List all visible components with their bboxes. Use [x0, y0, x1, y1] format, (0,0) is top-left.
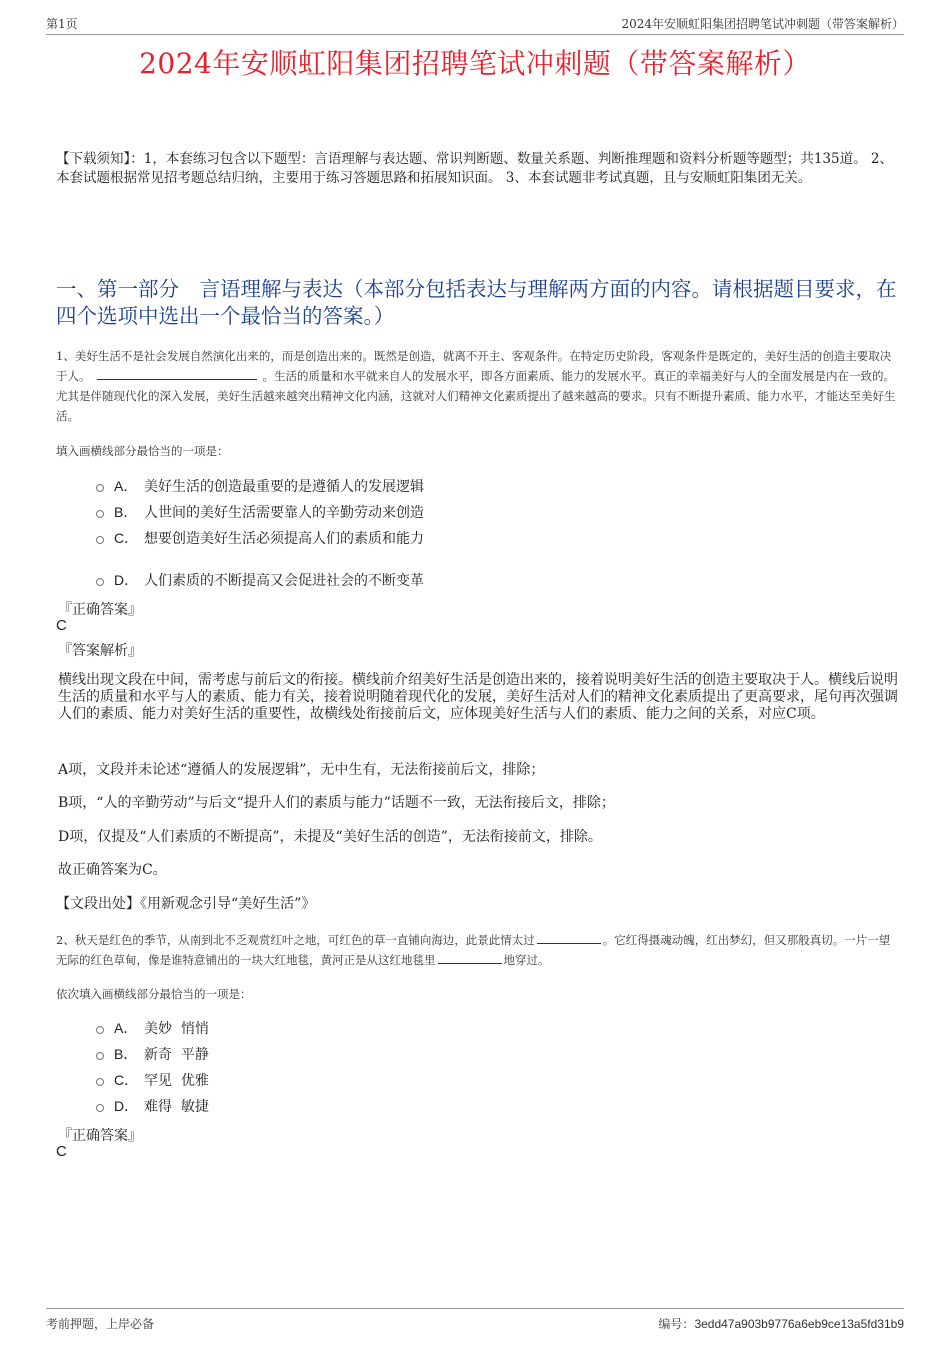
question-1-prompt: 填入画横线部分最恰当的一项是：	[56, 444, 229, 458]
analysis-paragraph: B项，“人的辛勤劳动”与后文“提升人们的素质与能力”话题不一致，无法衔接后文，排除；	[58, 795, 615, 811]
question-2-option-d[interactable]: D． 难得 敏捷	[96, 1096, 209, 1116]
question-1-text	[56, 346, 898, 426]
fill-blank	[537, 931, 601, 944]
page-title: 2024年安顺虹阳集团招聘笔试冲刺题（带答案解析）	[139, 47, 811, 80]
analysis-conclusion: 故正确答案为C。	[58, 862, 167, 878]
radio-icon[interactable]	[96, 1104, 104, 1112]
download-notice: 【下载须知】：1，本套练习包含以下题型：言语理解与表达题、常识判断题、数量关系题、判断推理题和资料分析题等题型；共135道。 2、本套试题根据常见招考题总结归纳，主要用于练习答题思路和拓展知识面。 3、本套试题非考试真题，且与安顺虹阳集团无关。	[56, 151, 893, 186]
radio-icon[interactable]	[96, 1026, 104, 1034]
page-number: 第1页	[46, 17, 78, 31]
header-doc-title: 2024年安顺虹阳集团招聘笔试冲刺题（带答案解析）	[621, 17, 904, 31]
question-2-option-a[interactable]: A． 美妙 悄悄	[96, 1018, 209, 1038]
radio-icon[interactable]	[96, 510, 104, 518]
question-2-option-c[interactable]: C． 罕见 优雅	[96, 1070, 209, 1090]
radio-icon[interactable]	[96, 1078, 104, 1086]
correct-answer: C	[56, 617, 67, 634]
section-heading: 一、第一部分 言语理解与表达（本部分包括表达与理解两方面的内容。请根据题目要求，在四个选项中选出一个最恰当的答案。）	[56, 277, 897, 328]
analysis-paragraph: D项，仅提及“人们素质的不断提高”，未提及“美好生活的创造”，无法衔接前文，排除。	[58, 829, 602, 845]
footer-slogan: 考前押题，上岸必备	[46, 1317, 155, 1331]
footer-code: 编号：3edd47a903b9776a6eb9ce13a5fd31b9	[658, 1317, 904, 1331]
fill-blank	[438, 951, 502, 964]
question-1-option-d[interactable]: D． 人们素质的不断提高又会促进社会的不断变革	[96, 570, 424, 590]
radio-icon[interactable]	[96, 578, 104, 586]
question-1-option-b[interactable]: B． 人世间的美好生活需要靠人的辛勤劳动来创造	[96, 502, 424, 522]
page-footer	[46, 1308, 904, 1332]
question-1-option-c[interactable]: C． 想要创造美好生活必须提高人们的素质和能力	[96, 528, 424, 548]
radio-icon[interactable]	[96, 484, 104, 492]
question-1-text-after: 。生活的质量和水平就来自人的发展水平，即各方面素质、能力的发展水平。真正的幸福美好与人的全面发展是内在一致的。尤其是伴随现代化的深入发展，美好生活越来越突出精神文化内涵，这就对人们精神文化素质提出了越来越高的要求。只有不断提升素质、能力水平，才能达至美好生活。	[56, 369, 896, 423]
question-2-prompt: 依次填入画横线部分最恰当的一项是：	[56, 987, 252, 1001]
question-1-text-before: 1、美好生活不是社会发展自然演化出来的，而是创造出来的。既然是创造，就离不开主、客观条件。在特定历史阶段，客观条件是既定的，美好生活的创造主要取决于人。	[56, 349, 892, 383]
question-2-text: 2、秋天是红色的季节，从南到北不乏观赏红叶之地，可红色的草一直铺向海边，此景此情太过 。它红得摄魂动魄，红出梦幻，但又那般真切。一片一望无际的红色草甸，像是谁特意铺出的一块大红地毯，黄河正是从这红地毯里 地穿过。	[56, 933, 891, 967]
radio-icon[interactable]	[96, 1052, 104, 1060]
correct-answer-label: 『正确答案』	[58, 1128, 142, 1144]
analysis-label: 『答案解析』	[58, 643, 142, 659]
radio-icon[interactable]	[96, 536, 104, 544]
analysis-paragraph: 横线出现文段在中间，需考虑与前后文的衔接。横线前介绍美好生活是创造出来的，接着说明美好生活的创造主要取决于人。横线后说明生活的质量和水平与人的素质、能力有关，接着说明随着现代化的发展，美好生活对人们的精神文化素质提出了更高要求，尾句再次强调人们的素质、能力对美好生活的重要性，故横线处衔接前后文，应体现美好生活与人们的素质、能力之间的关系，对应C项。	[58, 672, 898, 722]
source-citation: 【文段出处】《用新观念引导“美好生活”》	[56, 896, 316, 912]
correct-answer: C	[56, 1143, 67, 1160]
fill-blank	[97, 367, 257, 380]
page-header	[46, 14, 904, 35]
question-1-option-a[interactable]: A． 美好生活的创造最重要的是遵循人的发展逻辑	[96, 476, 424, 496]
correct-answer-label: 『正确答案』	[58, 602, 142, 618]
question-2-option-b[interactable]: B． 新奇 平静	[96, 1044, 209, 1064]
analysis-paragraph: A项，文段并未论述“遵循人的发展逻辑”，无中生有，无法衔接前后文，排除；	[58, 762, 545, 778]
